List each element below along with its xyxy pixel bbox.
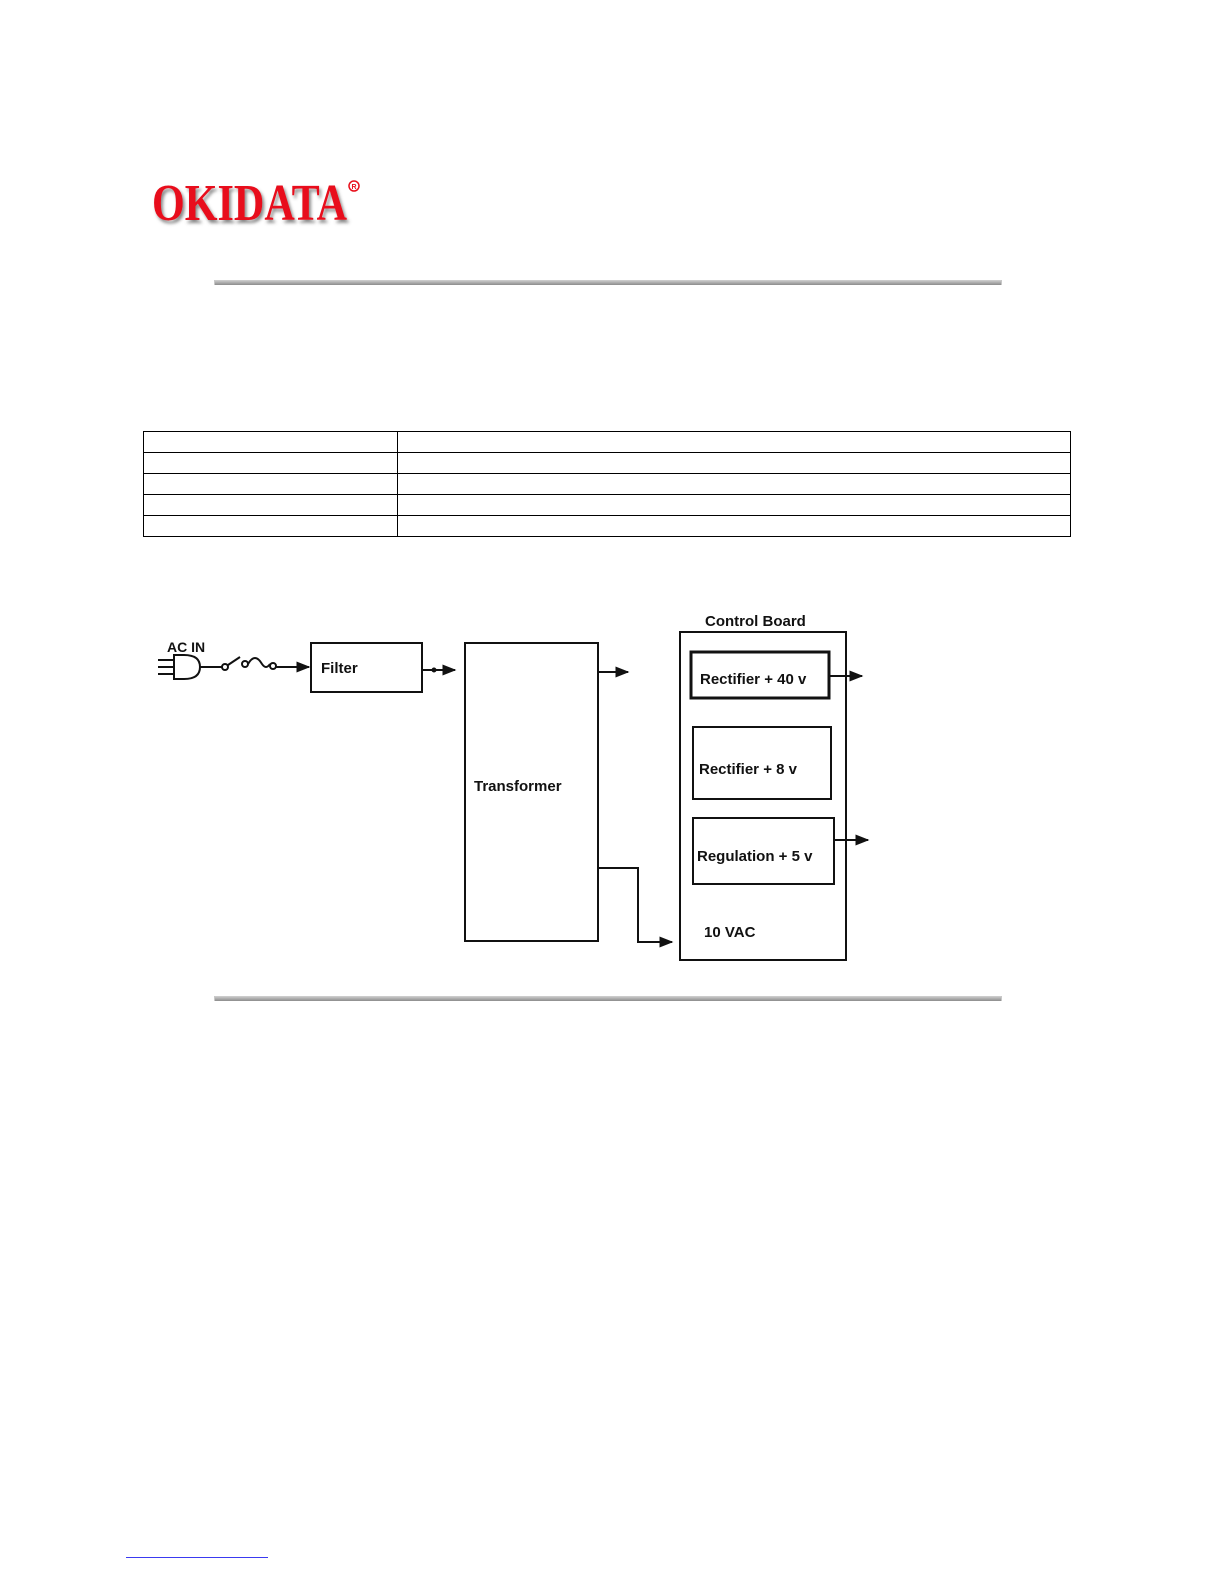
rectifier-40-label: Rectifier + 40 v bbox=[700, 671, 807, 688]
switch-fuse-icon bbox=[200, 657, 309, 670]
table-row bbox=[144, 432, 1071, 453]
table-cell bbox=[144, 453, 398, 474]
spec-table bbox=[143, 431, 1071, 537]
rectifier-8-label: Rectifier + 8 v bbox=[699, 761, 797, 778]
table-cell bbox=[398, 474, 1071, 495]
top-divider bbox=[214, 280, 1002, 285]
table-cell bbox=[398, 432, 1071, 453]
table-cell bbox=[398, 495, 1071, 516]
transformer-label: Transformer bbox=[474, 778, 562, 795]
vac-label: 10 VAC bbox=[704, 924, 756, 941]
ac-plug-icon bbox=[158, 655, 200, 679]
regulation-5-label: Regulation + 5 v bbox=[697, 848, 813, 865]
okidata-logo bbox=[150, 172, 365, 234]
table-row bbox=[144, 516, 1071, 537]
table-row bbox=[144, 495, 1071, 516]
svg-text:R: R bbox=[351, 184, 357, 191]
filter-label: Filter bbox=[321, 660, 358, 677]
ac-in-label: AC IN bbox=[167, 639, 206, 655]
power-supply-diagram bbox=[150, 605, 880, 970]
table-cell bbox=[144, 474, 398, 495]
table-cell bbox=[398, 516, 1071, 537]
table-cell bbox=[144, 495, 398, 516]
table-cell bbox=[398, 453, 1071, 474]
table-row bbox=[144, 453, 1071, 474]
table-cell bbox=[144, 516, 398, 537]
control-board-label: Control Board bbox=[705, 613, 806, 630]
table-row bbox=[144, 474, 1071, 495]
bottom-divider bbox=[214, 996, 1002, 1001]
footer-link-underline[interactable] bbox=[126, 1557, 268, 1558]
table-cell bbox=[144, 432, 398, 453]
brand-text: OKIDATA bbox=[152, 175, 348, 232]
